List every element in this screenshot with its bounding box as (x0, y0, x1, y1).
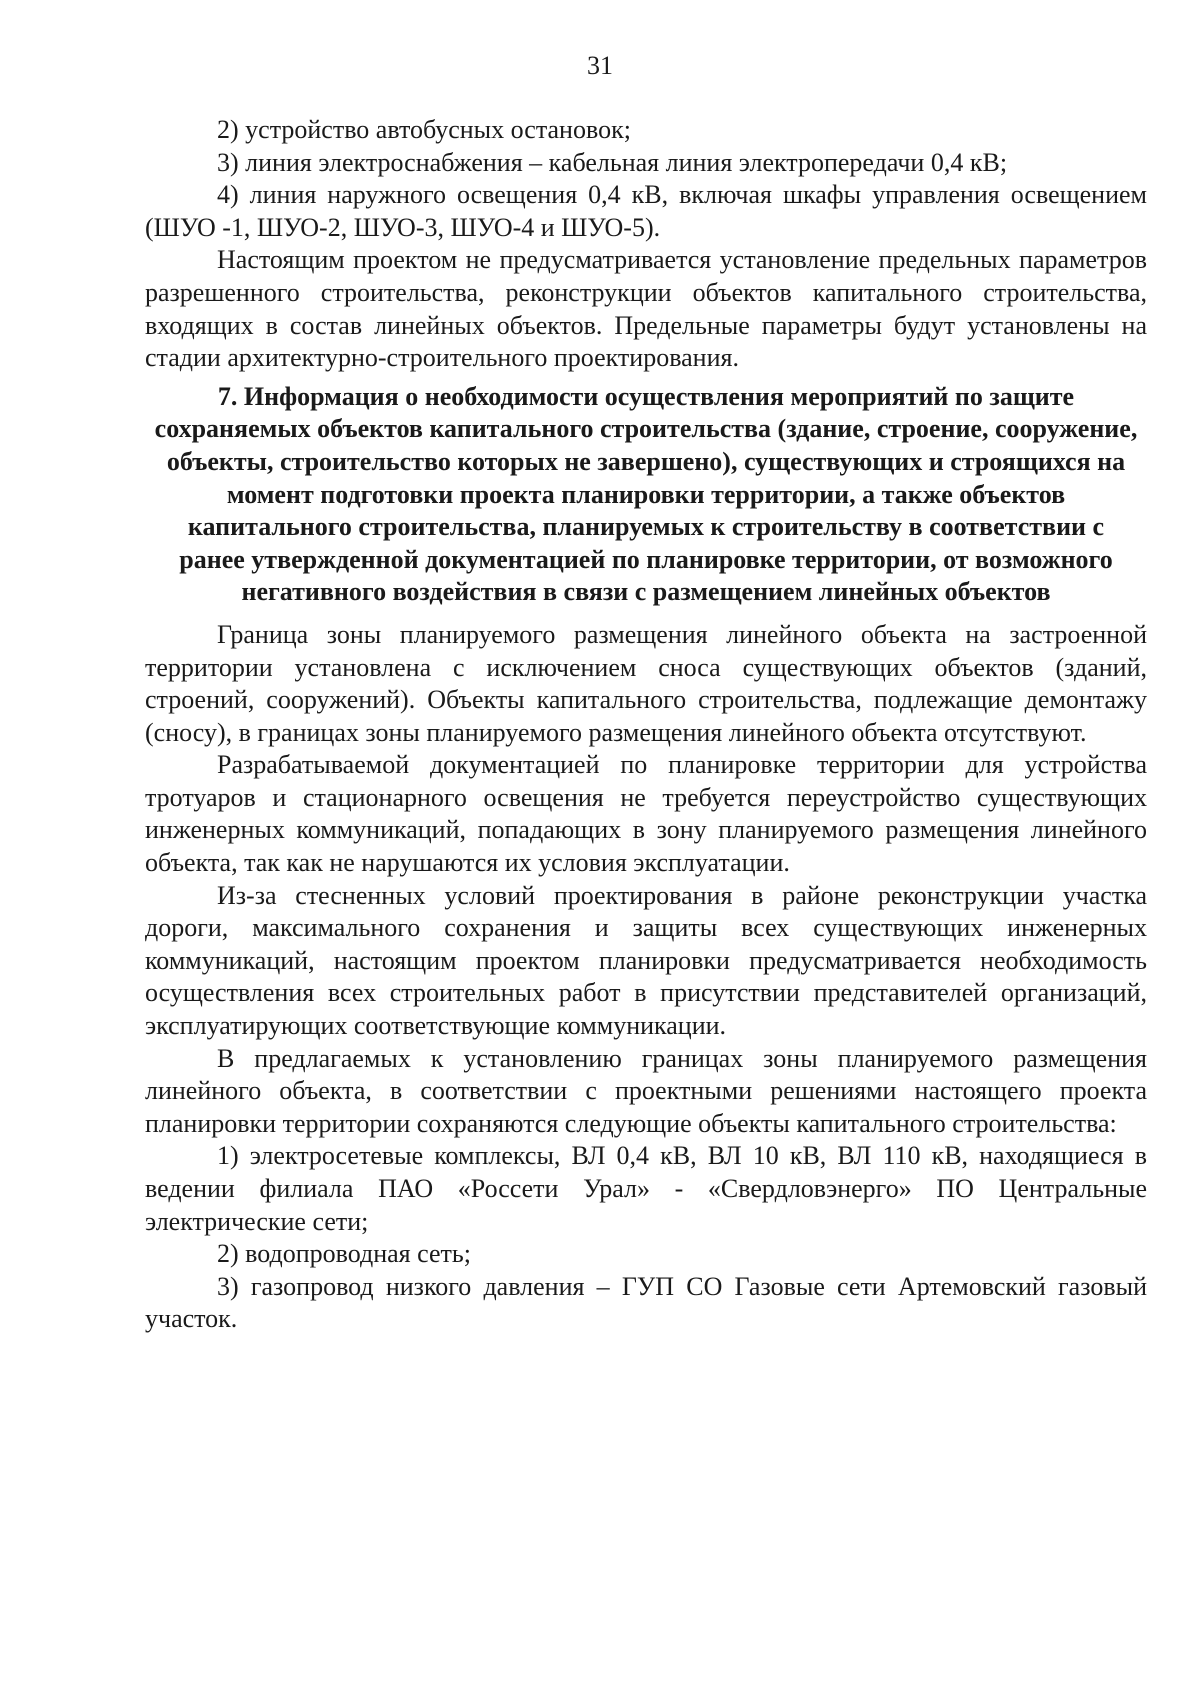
section-heading: 7. Информация о необходимости осуществления мероприятий по защите сохраняемых объектов капитального строительства (здание, строение, сооружение, объекты, строительство которых не завершено), существующих и строящихся на момент подготовки проекта планировки территории, а также объектов капитального строительства, планируемых к строительству в соответствии с ранее утвержденной документацией по планировке территории, от возможного негативного воздействия в связи с размещением линейных объектов (154, 381, 1138, 607)
body-paragraph: Разрабатываемой документацией по планировке территории для устройства тротуаров и стационарного освещения не требуется переустройство существующих инженерных коммуникаций, попадающих в зону планируемого размещения линейного объекта, так как не нарушаются их условия эксплуатации. (145, 750, 1147, 878)
body-paragraph: В предлагаемых к установлению границах зоны планируемого размещения линейного объекта, в соответствии с проектными решениями настоящего проекта планировки территории сохраняются следующие объекты капитального строительства: (145, 1043, 1147, 1138)
list-item: 2) водопроводная сеть; (217, 1239, 471, 1269)
page-number: 31 (587, 51, 613, 80)
body-paragraph: Граница зоны планируемого размещения линейного объекта на застроенной территории установлена с исключением сноса существующих объектов (зданий, строений, сооружений). Объекты капитального строительства, подлежащие демонтажу (сносу), в границах зоны планируемого размещения линейного объекта отсутствуют. (145, 619, 1147, 747)
list-item: 4) линия наружного освещения 0,4 кВ, включая шкафы управления освещением (ШУО -1, ШУО-2, ШУО-3, ШУО-4 и ШУО-5). (145, 180, 1147, 242)
list-item: 3) линия электроснабжения – кабельная линия электропередачи 0,4 кВ; (217, 147, 1008, 177)
body-paragraph: Настоящим проектом не предусматривается установление предельных параметров разрешенного строительства, реконструкции объектов капитального строительства, входящих в состав линейных объектов. Предельные параметры будут установлены на стадии архитектурно-строительного проектирования. (145, 245, 1147, 373)
body-paragraph: Из-за стесненных условий проектирования в районе реконструкции участка дороги, максимального сохранения и защиты всех существующих инженерных коммуникаций, настоящим проектом планировки предусматривается необходимость осуществления всех строительных работ в присутствии представителей организаций, эксплуатирующих соответствующие коммуникации. (145, 880, 1147, 1041)
list-item: 2) устройство автобусных остановок; (217, 115, 631, 144)
list-item: 3) газопровод низкого давления – ГУП СО Газовые сети Артемовский газовый участок. (145, 1271, 1147, 1334)
list-item: 1) электросетевые комплексы, ВЛ 0,4 кВ, ВЛ 10 кВ, ВЛ 110 кВ, находящиеся в ведении филиала ПАО «Россети Урал» - «Свердловэнерго» ПО Центральные электрические сети; (145, 1141, 1147, 1236)
document-body (145, 114, 1147, 1336)
